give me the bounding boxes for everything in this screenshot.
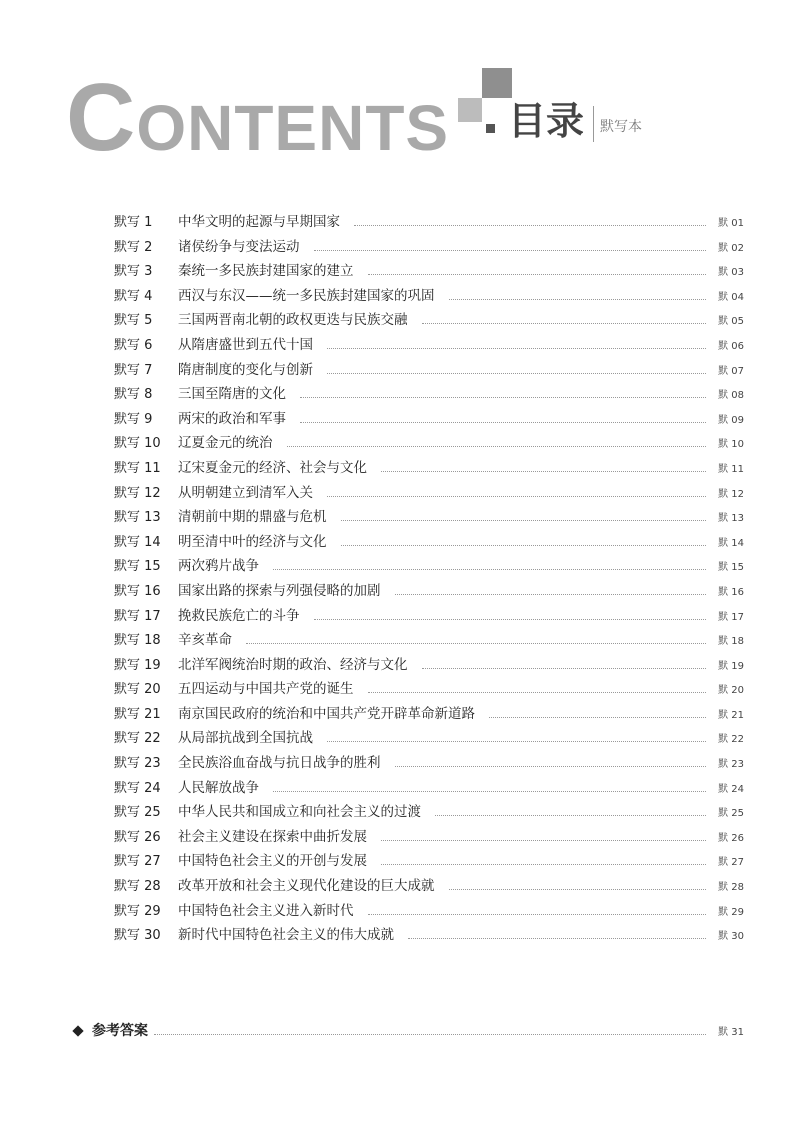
- dot-leader: [246, 642, 706, 644]
- dot-leader: [381, 839, 706, 841]
- toc-entry-page: 默 21: [718, 709, 744, 721]
- title-divider: [593, 106, 594, 142]
- decorative-dot-icon: [486, 124, 495, 133]
- toc-entry-title: 新时代中国特色社会主义的伟大成就: [178, 927, 394, 944]
- answers-page-number: 默 31: [718, 1027, 744, 1038]
- dot-leader: [300, 396, 706, 398]
- toc-entry-number: 默写 9: [114, 411, 153, 427]
- toc-entry-title: 三国两晋南北朝的政权更迭与民族交融: [178, 312, 408, 329]
- dot-leader: [273, 568, 706, 570]
- toc-entry-number: 默写 22: [114, 731, 161, 747]
- toc-entry-title: 社会主义建设在探索中曲折发展: [178, 828, 367, 845]
- toc-entry-title: 中华人民共和国成立和向社会主义的过渡: [178, 804, 421, 821]
- toc-entry-title: 两次鸦片战争: [178, 558, 259, 575]
- toc-entry[interactable]: [114, 579, 744, 604]
- toc-entry-number: 默写 21: [114, 706, 161, 722]
- toc-entry-number: 默写 8: [114, 387, 153, 403]
- dot-leader: [154, 1033, 706, 1035]
- toc-entry-page: 默 16: [718, 586, 744, 598]
- toc-entry-page: 默 05: [718, 316, 744, 328]
- toc-entry-page: 默 07: [718, 365, 744, 377]
- toc-entry-page: 默 12: [718, 488, 744, 500]
- toc-entry-page: 默 04: [718, 291, 744, 303]
- toc-entry[interactable]: [114, 899, 744, 924]
- toc-entry[interactable]: [114, 259, 744, 284]
- toc-entry[interactable]: [114, 604, 744, 629]
- table-of-contents: [114, 210, 744, 948]
- toc-entry-number: 默写 1: [114, 215, 153, 230]
- toc-entry[interactable]: [114, 358, 744, 383]
- dot-leader: [381, 470, 706, 472]
- toc-entry-title: 南京国民政府的统治和中国共产党开辟革命新道路: [178, 705, 475, 722]
- dot-leader: [449, 298, 707, 300]
- toc-entry-page: 默 22: [718, 734, 744, 746]
- toc-entry-title: 挽救民族危亡的斗争: [178, 607, 300, 624]
- toc-entry-number: 默写 24: [114, 780, 161, 796]
- toc-entry-title: 从明朝建立到清军入关: [178, 484, 313, 501]
- toc-entry[interactable]: [114, 284, 744, 309]
- toc-entry[interactable]: [114, 210, 744, 235]
- toc-entry-title: 中国特色社会主义的开创与发展: [178, 853, 367, 870]
- dot-leader: [435, 814, 706, 816]
- toc-entry-page: 默 25: [718, 808, 744, 820]
- toc-entry-page: 默 27: [718, 857, 744, 869]
- toc-entry-page: 默 06: [718, 340, 744, 352]
- toc-entry-number: 默写 17: [114, 608, 161, 624]
- toc-entry[interactable]: [114, 407, 744, 432]
- dot-leader: [489, 716, 706, 718]
- toc-entry-number: 默写 16: [114, 583, 161, 599]
- dot-leader: [341, 544, 707, 546]
- toc-entry-title: 北洋军阀统治时期的政治、经济与文化: [178, 656, 408, 673]
- toc-entry-number: 默写 30: [114, 928, 161, 944]
- toc-entry[interactable]: [114, 431, 744, 456]
- toc-entry-number: 默写 11: [114, 460, 161, 476]
- toc-entry-page: 默 15: [718, 562, 744, 574]
- diamond-bullet-icon: [72, 1025, 83, 1036]
- dot-leader: [408, 937, 706, 939]
- toc-entry-title: 国家出路的探索与列强侵略的加剧: [178, 582, 381, 599]
- page-title: 目录: [508, 99, 585, 143]
- toc-entry-page: 默 02: [718, 242, 744, 254]
- dot-leader: [300, 421, 706, 423]
- toc-entry[interactable]: [114, 653, 744, 678]
- dot-leader: [395, 765, 707, 767]
- toc-entry-number: 默写 7: [114, 362, 153, 378]
- toc-entry-page: 默 03: [718, 267, 744, 279]
- toc-entry-title: 辽夏金元的统治: [178, 435, 273, 452]
- page-subtitle: 默写本: [600, 119, 642, 135]
- toc-entry[interactable]: [114, 308, 744, 333]
- dot-leader: [368, 913, 707, 915]
- toc-entry[interactable]: [114, 702, 744, 727]
- toc-entry-title: 全民族浴血奋战与抗日战争的胜利: [178, 755, 381, 772]
- toc-entry[interactable]: [114, 505, 744, 530]
- toc-entry-number: 默写 14: [114, 534, 161, 550]
- dot-leader: [395, 593, 707, 595]
- toc-entry[interactable]: [114, 481, 744, 506]
- toc-entry[interactable]: [114, 382, 744, 407]
- toc-entry-title: 三国至隋唐的文化: [178, 386, 286, 403]
- dot-leader: [368, 273, 707, 275]
- dot-leader: [327, 495, 706, 497]
- toc-entry-title: 从隋唐盛世到五代十国: [178, 336, 313, 353]
- toc-entry-title: 中华文明的起源与早期国家: [178, 214, 340, 230]
- toc-entry[interactable]: [114, 456, 744, 481]
- toc-entry-page: 默 14: [718, 537, 744, 549]
- toc-entry-number: 默写 26: [114, 829, 161, 845]
- toc-entry-page: 默 01: [718, 218, 744, 229]
- toc-entry[interactable]: [114, 628, 744, 653]
- toc-entry[interactable]: [114, 554, 744, 579]
- answers-title: 参考答案: [92, 1023, 148, 1039]
- decorative-square-icon: [482, 68, 512, 98]
- toc-entry-number: 默写 3: [114, 264, 153, 280]
- answers-entry[interactable]: [72, 1020, 744, 1040]
- toc-entry[interactable]: [114, 235, 744, 260]
- dot-leader: [368, 691, 707, 693]
- toc-entry-number: 默写 4: [114, 288, 153, 304]
- toc-entry-page: 默 30: [718, 931, 744, 943]
- toc-entry-title: 西汉与东汉——统一多民族封建国家的巩固: [178, 287, 435, 304]
- dot-leader: [314, 618, 707, 620]
- toc-entry-number: 默写 20: [114, 682, 161, 698]
- toc-entry-number: 默写 28: [114, 879, 161, 895]
- dot-leader: [341, 519, 707, 521]
- toc-entry-page: 默 24: [718, 783, 744, 795]
- dot-leader: [327, 372, 706, 374]
- contents-heading-rest: ONTENTS: [136, 92, 450, 164]
- toc-entry-page: 默 28: [718, 882, 744, 894]
- toc-entry-number: 默写 25: [114, 805, 161, 821]
- toc-entry-number: 默写 10: [114, 436, 161, 452]
- toc-entry-title: 辛亥革命: [178, 632, 232, 649]
- dot-leader: [449, 888, 707, 890]
- toc-entry-title: 秦统一多民族封建国家的建立: [178, 263, 354, 280]
- page-header: [60, 60, 760, 171]
- toc-entry[interactable]: [114, 776, 744, 801]
- decorative-square-icon: [458, 98, 482, 122]
- dot-leader: [354, 224, 706, 226]
- toc-entry-number: 默写 27: [114, 854, 161, 870]
- toc-entry-number: 默写 5: [114, 313, 153, 329]
- toc-entry-title: 改革开放和社会主义现代化建设的巨大成就: [178, 878, 435, 895]
- toc-entry-page: 默 08: [718, 390, 744, 402]
- toc-entry-title: 人民解放战争: [178, 779, 259, 796]
- toc-entry-title: 辽宋夏金元的经济、社会与文化: [178, 459, 367, 476]
- dot-leader: [273, 790, 706, 792]
- toc-entry-number: 默写 29: [114, 903, 161, 919]
- toc-entry-page: 默 19: [718, 660, 744, 672]
- toc-entry[interactable]: [114, 874, 744, 899]
- toc-entry[interactable]: [114, 726, 744, 751]
- toc-entry-title: 诸侯纷争与变法运动: [178, 238, 300, 255]
- toc-entry-page: 默 17: [718, 611, 744, 623]
- toc-entry-number: 默写 2: [114, 239, 153, 255]
- toc-entry-page: 默 29: [718, 906, 744, 918]
- toc-entry-page: 默 18: [718, 636, 744, 648]
- dot-leader: [381, 863, 706, 865]
- toc-entry-number: 默写 13: [114, 510, 161, 526]
- toc-entry-number: 默写 23: [114, 756, 161, 772]
- toc-entry-page: 默 20: [718, 685, 744, 697]
- toc-entry[interactable]: [114, 333, 744, 358]
- toc-entry[interactable]: [114, 923, 744, 948]
- toc-entry[interactable]: [114, 530, 744, 555]
- toc-entry-page: 默 26: [718, 832, 744, 844]
- toc-entry-title: 中国特色社会主义进入新时代: [178, 902, 354, 919]
- toc-entry-page: 默 23: [718, 759, 744, 771]
- contents-heading: [66, 64, 450, 171]
- dot-leader: [422, 667, 707, 669]
- toc-entry-number: 默写 15: [114, 559, 161, 575]
- toc-entry-title: 从局部抗战到全国抗战: [178, 730, 313, 747]
- toc-entry-number: 默写 6: [114, 337, 153, 353]
- toc-entry-page: 默 09: [718, 414, 744, 426]
- toc-entry-title: 隋唐制度的变化与创新: [178, 361, 313, 378]
- toc-entry-number: 默写 18: [114, 633, 161, 649]
- toc-entry-number: 默写 12: [114, 485, 161, 501]
- dot-leader: [422, 322, 707, 324]
- toc-entry[interactable]: [114, 751, 744, 776]
- toc-entry-page: 默 13: [718, 513, 744, 525]
- toc-entry-page: 默 10: [718, 439, 744, 451]
- toc-entry-title: 明至清中叶的经济与文化: [178, 533, 327, 550]
- toc-entry-title: 两宋的政治和军事: [178, 410, 286, 427]
- toc-entry[interactable]: [114, 677, 744, 702]
- toc-entry[interactable]: [114, 825, 744, 850]
- toc-entry-title: 五四运动与中国共产党的诞生: [178, 681, 354, 698]
- dot-leader: [314, 249, 707, 251]
- toc-entry[interactable]: [114, 800, 744, 825]
- toc-entry-page: 默 11: [718, 463, 744, 475]
- toc-entry[interactable]: [114, 849, 744, 874]
- dot-leader: [327, 740, 706, 742]
- toc-entry-title: 清朝前中期的鼎盛与危机: [178, 509, 327, 526]
- toc-entry-number: 默写 19: [114, 657, 161, 673]
- dot-leader: [287, 445, 707, 447]
- dot-leader: [327, 347, 706, 349]
- contents-heading-initial: C: [66, 64, 137, 171]
